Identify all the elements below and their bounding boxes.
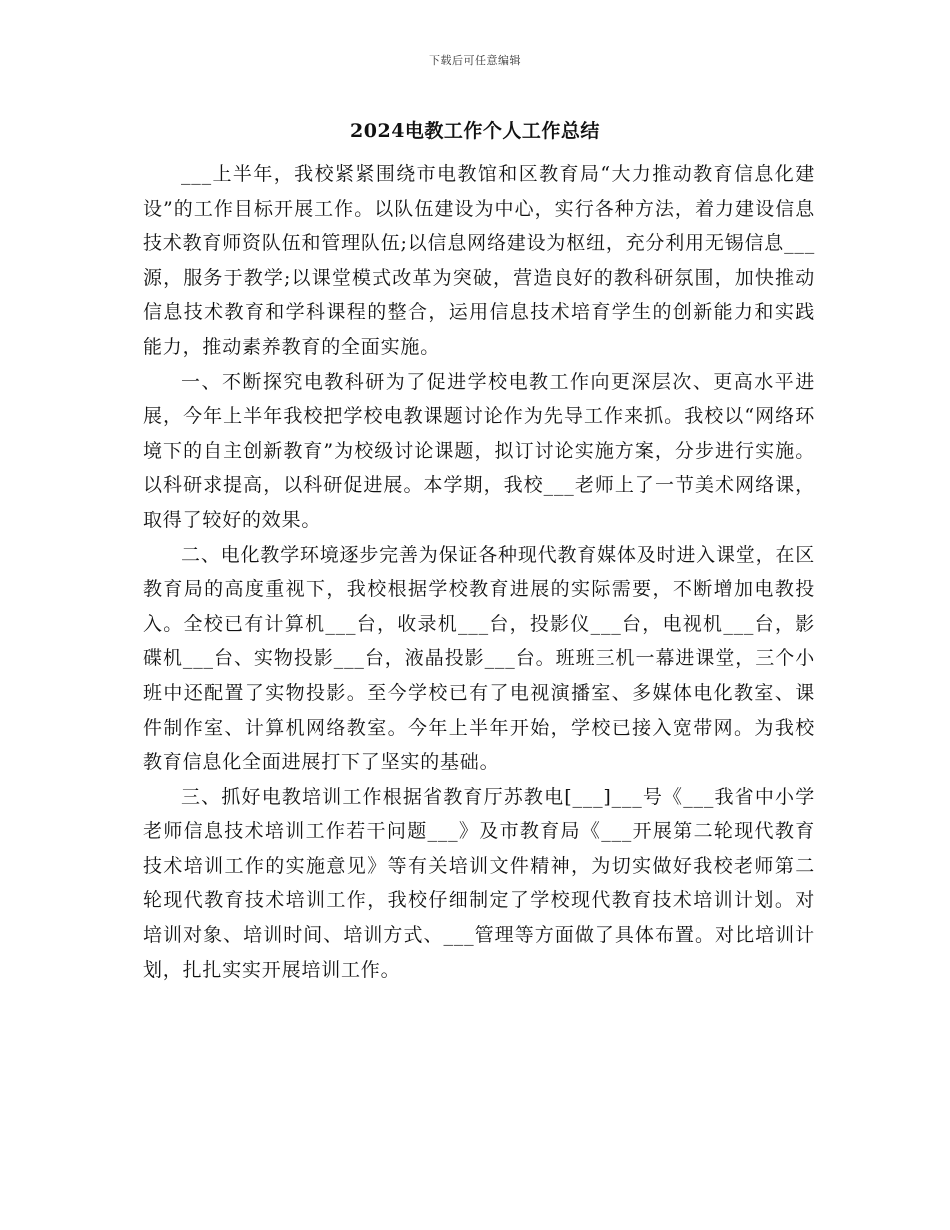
paragraph-research: 一、不断探究电教科研为了促进学校电教工作向更深层次、更高水平进展，今年上半年我校把学校电教课题讨论作为先导工作来抓。我校以“网络环境下的自主创新教育”为校级讨论课题，拟订讨论实施方案，分步进行实施。以科研求提高，以科研促进展。本学期，我校___老师上了一节美术网络课，取得了较好的效果。 xyxy=(143,370,815,531)
paragraph-intro: ___上半年，我校紧紧围绕市电教馆和区教育局“大力推动教育信息化建设”的工作目标开展工作。以队伍建设为中心，实行各种方法，着力建设信息技术教育师资队伍和管理队伍;以信息网络建设为枢纽，充分利用无锡信息___源，服务于教学;以课堂模式改革为突破，营造良好的教科研氛围，加快推动信息技术教育和学科课程的整合，运用信息技术培育学生的创新能力和实践能力，推动素养教育的全面实施。 xyxy=(143,163,815,358)
paragraph-environment: 二、电化教学环境逐步完善为保证各种现代教育媒体及时进入课堂，在区教育局的高度重视下，我校根据学校教育进展的实际需要，不断增加电教投入。全校已有计算机___台，收录机___台，投影仪___台，电视机___台，影碟机___台、实物投影___台，液晶投影___台。班班三机一幕进课堂，三个小班中还配置了实物投影。至今学校已有了电视演播室、多媒体电化教室、课件制作室、计算机网络教室。今年上半年开始，学校已接入宽带网。为我校教育信息化全面进展打下了坚实的基础。 xyxy=(143,543,815,774)
document-body xyxy=(143,157,815,987)
page-header-note: 下载后可任意编辑 xyxy=(429,54,521,67)
document-title: 2024电教工作个人工作总结 xyxy=(350,120,600,142)
paragraph-training: 三、抓好电教培训工作根据省教育厅苏教电[___]___号《___我省中小学老师信息技术培训工作若干问题___》及市教育局《___开展第二轮现代教育技术培训工作的实施意见》等有关培训文件精神，为切实做好我校老师第二轮现代教育技术培训工作，我校仔细制定了学校现代教育技术培训计划。对培训对象、培训时间、培训方式、___管理等方面做了具体布置。对比培训计划，扎扎实实开展培训工作。 xyxy=(143,785,815,981)
